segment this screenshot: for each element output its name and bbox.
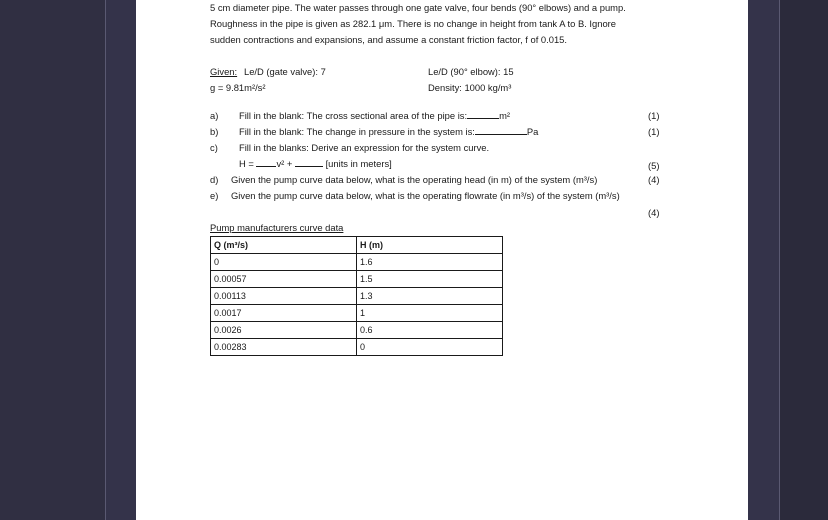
cell-h: 1 bbox=[357, 305, 503, 322]
question-b-marks: (1) bbox=[648, 126, 660, 137]
cell-q: 0.0017 bbox=[211, 305, 357, 322]
cell-h: 1.6 bbox=[357, 254, 503, 271]
cell-h: 0 bbox=[357, 339, 503, 356]
answer-blank-c1[interactable] bbox=[256, 156, 276, 167]
table-row bbox=[211, 288, 503, 305]
pump-curve-table bbox=[210, 236, 503, 356]
question-c-letter: c) bbox=[210, 142, 218, 153]
question-a-letter: a) bbox=[210, 110, 219, 121]
viewer-margin-left bbox=[105, 0, 137, 520]
background-right bbox=[780, 0, 828, 520]
table-row bbox=[211, 339, 503, 356]
answer-blank-a[interactable] bbox=[467, 108, 499, 119]
cell-q: 0.00057 bbox=[211, 271, 357, 288]
viewer-margin-right bbox=[748, 0, 780, 520]
given-density: Density: 1000 kg/m³ bbox=[428, 82, 512, 93]
question-e-text: Given the pump curve data below, what is the operating flowrate (in m³/s) of the system (m³/s) bbox=[231, 190, 620, 201]
header-head: H (m) bbox=[357, 237, 503, 254]
given-elbow: Le/D (90° elbow): 15 bbox=[428, 66, 514, 77]
question-a-unit: m² bbox=[499, 110, 511, 121]
table-row bbox=[211, 322, 503, 339]
table-row bbox=[211, 305, 503, 322]
equation-v2: v² + bbox=[276, 158, 293, 169]
question-d-marks: (4) bbox=[648, 174, 660, 185]
given-gate-valve: Le/D (gate valve): 7 bbox=[244, 66, 326, 77]
question-c-text: Fill in the blanks: Derive an expression for the system curve. bbox=[239, 142, 490, 153]
question-b-letter: b) bbox=[210, 126, 219, 137]
intro-line-2: Roughness in the pipe is given as 282.1 μm. There is no change in height from tank A to B. Ignore bbox=[210, 18, 616, 29]
question-a-text: Fill in the blank: The cross sectional area of the pipe is: bbox=[239, 110, 468, 121]
document-page bbox=[136, 0, 748, 520]
header-flowrate: Q (m³/s) bbox=[211, 237, 357, 254]
background-left bbox=[0, 0, 105, 520]
intro-line-1: 5 cm diameter pipe. The water passes through one gate valve, four bends (90° elbows) and a pump. bbox=[210, 2, 626, 13]
intro-line-3: sudden contractions and expansions, and assume a constant friction factor, f of 0.015. bbox=[210, 34, 567, 45]
cell-h: 0.6 bbox=[357, 322, 503, 339]
cell-q: 0.0026 bbox=[211, 322, 357, 339]
question-b bbox=[239, 124, 538, 140]
cell-h: 1.3 bbox=[357, 288, 503, 305]
table-row bbox=[211, 254, 503, 271]
question-e-marks: (4) bbox=[648, 207, 660, 218]
cell-h: 1.5 bbox=[357, 271, 503, 288]
question-c-marks: (5) bbox=[648, 160, 660, 171]
question-a-marks: (1) bbox=[648, 110, 660, 121]
cell-q: 0.00113 bbox=[211, 288, 357, 305]
given-label: Given: bbox=[210, 66, 238, 77]
system-curve-equation bbox=[239, 156, 392, 172]
answer-blank-b[interactable] bbox=[475, 124, 527, 135]
question-d-letter: d) bbox=[210, 174, 219, 185]
answer-blank-c2[interactable] bbox=[295, 156, 323, 167]
question-a bbox=[239, 108, 510, 124]
question-b-unit: Pa bbox=[526, 126, 539, 137]
table-header-row bbox=[211, 237, 503, 254]
equation-units: [units in meters] bbox=[325, 158, 392, 169]
equation-h: H = bbox=[239, 158, 254, 169]
pump-table-title: Pump manufacturers curve data bbox=[210, 222, 344, 233]
question-d-text: Given the pump curve data below, what is the operating head (in m) of the system (m³/s) bbox=[231, 174, 598, 185]
question-e-letter: e) bbox=[210, 190, 219, 201]
cell-q: 0.00283 bbox=[211, 339, 357, 356]
question-b-text: Fill in the blank: The change in pressure in the system is: bbox=[239, 126, 475, 137]
given-gravity: g = 9.81m²/s² bbox=[210, 82, 266, 93]
cell-q: 0 bbox=[211, 254, 357, 271]
table-row bbox=[211, 271, 503, 288]
